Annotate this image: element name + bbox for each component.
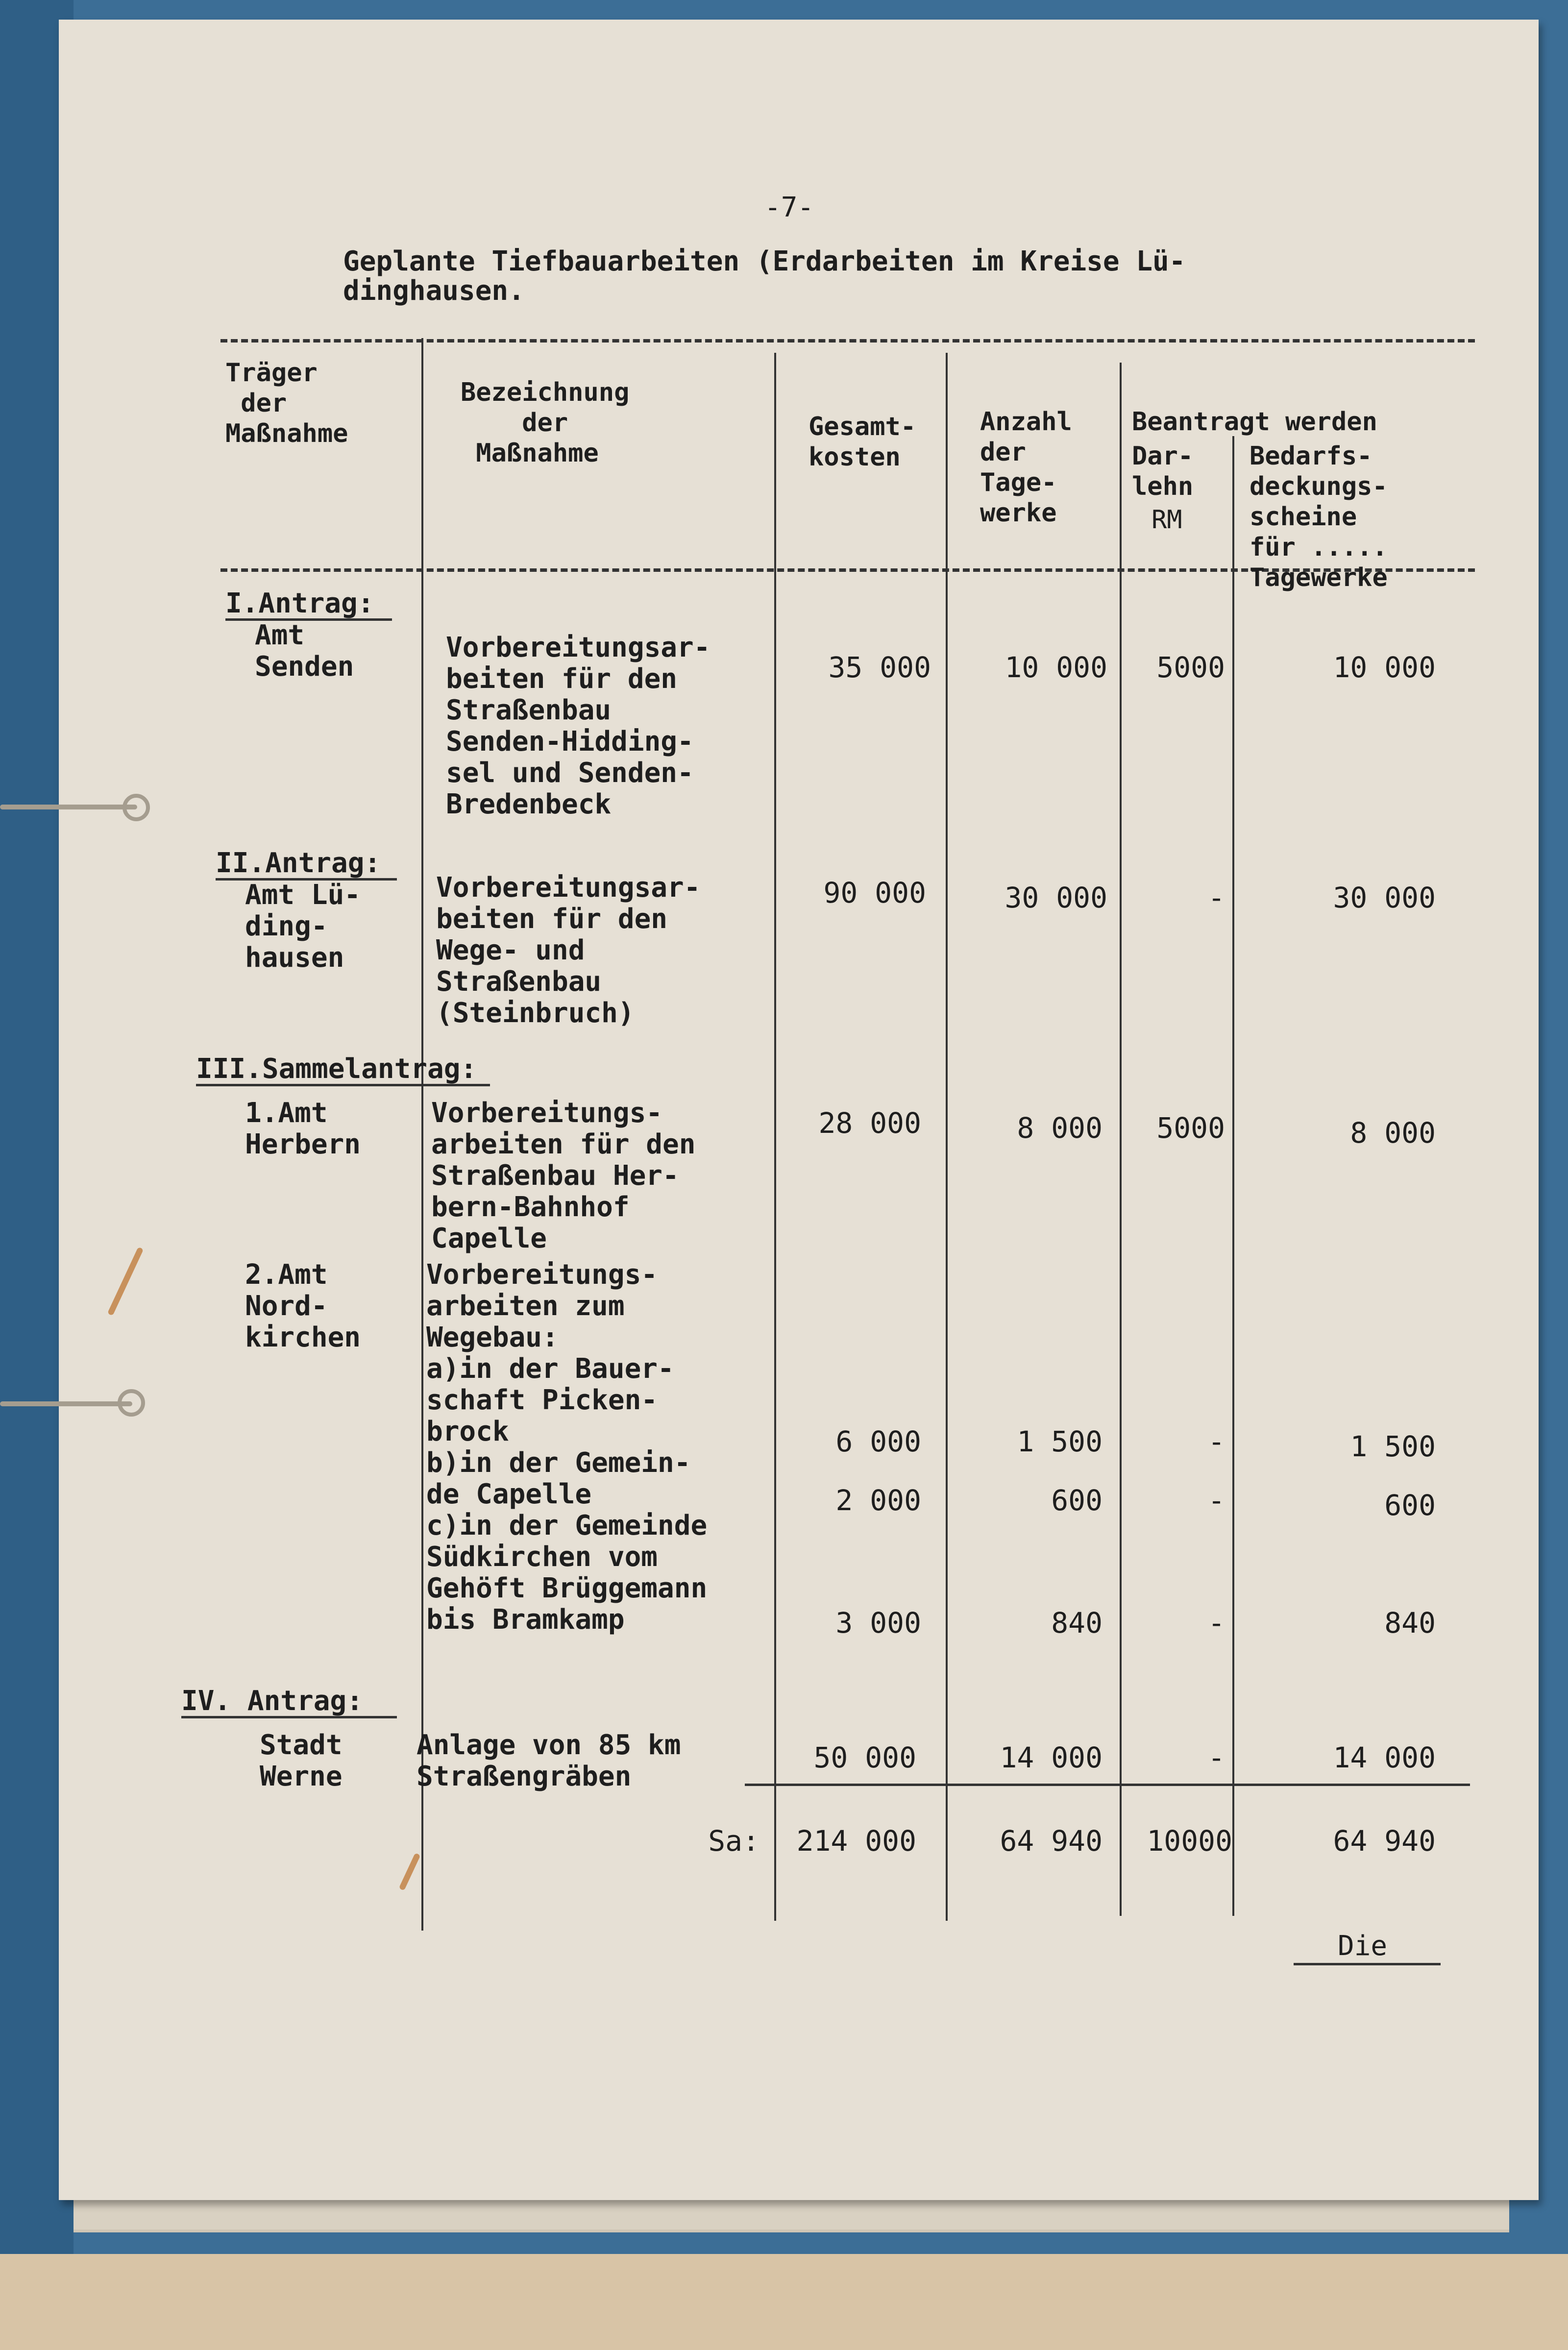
gesamtkosten-value: 35 000: [828, 651, 931, 684]
heading-underline: [181, 1716, 397, 1718]
document-page: [59, 20, 1539, 2200]
binding-string: [0, 1401, 132, 1406]
bedarfsscheine-value: 1 500: [1350, 1430, 1436, 1463]
header-tagewerke: Anzahl der Tage- werke: [980, 407, 1072, 528]
desk-surface: [0, 2254, 1568, 2350]
heading-underline: [196, 1084, 490, 1086]
gesamtkosten-value: 6 000: [835, 1425, 921, 1458]
section-heading: I.Antrag:: [225, 588, 374, 619]
bedarfsscheine-value: 8 000: [1350, 1116, 1436, 1150]
darlehn-value: 5000: [1156, 1111, 1225, 1145]
tagewerke-value: 8 000: [1017, 1111, 1102, 1145]
tagewerke-value: 600: [1051, 1484, 1102, 1517]
darlehn-value: -: [1208, 1741, 1225, 1774]
pencil-mark: [399, 1853, 421, 1891]
header-darlehn: Dar- lehn: [1132, 441, 1194, 501]
header-bedarfsdeckung: Bedarfs- deckungs- scheine für ..... Tagewerke: [1250, 441, 1388, 592]
column-divider-3: [946, 353, 948, 1921]
measure-description: Anlage von 85 km Straßengräben: [416, 1729, 681, 1792]
title-line-2: dinghausen.: [343, 275, 525, 307]
carrier-name: Amt Senden: [255, 619, 354, 683]
darlehn-value: -: [1208, 1425, 1225, 1458]
bedarfsscheine-value: 840: [1384, 1606, 1436, 1640]
sum-label: Sa:: [708, 1824, 760, 1858]
carrier-name: 1.Amt Herbern: [245, 1097, 361, 1160]
tagewerke-value: 30 000: [1004, 881, 1107, 914]
darlehn-value: -: [1208, 881, 1225, 914]
binding-hole: [118, 1389, 145, 1417]
bedarfsscheine-value: 30 000: [1333, 881, 1436, 914]
continuation-underline: [1294, 1963, 1441, 1965]
pencil-mark: [107, 1247, 144, 1316]
section-heading: III.Sammelantrag:: [196, 1053, 477, 1085]
binding-string: [0, 805, 137, 809]
tagewerke-value: 10 000: [1004, 651, 1107, 684]
header-bezeichnung: Bezeichnung der Maßnahme: [461, 378, 630, 468]
measure-description: Vorbereitungsar- beiten für den Straßenbau Senden-Hidding- sel und Senden- Bredenbeck: [446, 632, 710, 820]
page-number: -7-: [764, 192, 814, 223]
measure-description: Vorbereitungs- arbeiten für den Straßenbau Her- bern-Bahnhof Capelle: [431, 1097, 696, 1254]
title-line-1: Geplante Tiefbauarbeiten (Erdarbeiten im Kreise Lü-: [343, 245, 1186, 277]
column-divider-1: [421, 338, 423, 1931]
carrier-name: Amt Lü- ding- hausen: [245, 879, 361, 974]
total-tagewerke: 64 940: [1000, 1824, 1102, 1858]
tagewerke-value: 1 500: [1017, 1425, 1102, 1458]
bedarfsscheine-value: 10 000: [1333, 651, 1436, 684]
gesamtkosten-value: 28 000: [818, 1106, 921, 1140]
gesamtkosten-value: 50 000: [813, 1741, 916, 1774]
section-heading: II.Antrag:: [216, 847, 381, 879]
bedarfsscheine-value: 14 000: [1333, 1741, 1436, 1774]
header-traeger: Träger der Maßnahme: [225, 358, 348, 448]
section-heading: IV. Antrag:: [181, 1685, 363, 1717]
binding-hole: [122, 794, 150, 821]
measure-description: Vorbereitungsar- beiten für den Wege- und Straßenbau (Steinbruch): [436, 872, 701, 1029]
header-gesamtkosten: Gesamt- kosten: [808, 412, 916, 472]
sum-rule: [745, 1784, 1470, 1786]
darlehn-value: -: [1208, 1606, 1225, 1640]
carrier-name: Stadt Werne: [260, 1729, 343, 1792]
gesamtkosten-value: 2 000: [835, 1484, 921, 1517]
header-top-rule: [220, 339, 1475, 343]
bedarfsscheine-value: 600: [1384, 1489, 1436, 1522]
gesamtkosten-value: 90 000: [823, 876, 926, 909]
header-darlehn-unit: RM: [1152, 505, 1182, 535]
carrier-name: 2.Amt Nord- kirchen: [245, 1259, 361, 1353]
darlehn-value: 5000: [1156, 651, 1225, 684]
tagewerke-value: 840: [1051, 1606, 1102, 1640]
total-darlehn: 10000: [1147, 1824, 1232, 1858]
continuation-word: Die: [1338, 1930, 1388, 1962]
gesamtkosten-value: 3 000: [835, 1606, 921, 1640]
header-beantragt: Beantragt werden: [1132, 407, 1377, 437]
darlehn-value: -: [1208, 1484, 1225, 1517]
column-divider-4: [1120, 363, 1122, 1916]
total-gesamtkosten: 214 000: [796, 1824, 916, 1858]
tagewerke-value: 14 000: [1000, 1741, 1102, 1774]
column-divider-5: [1232, 436, 1234, 1916]
measure-description: Vorbereitungs- arbeiten zum Wegebau: a)in der Bauer- schaft Picken- brock b)in der Gemein- de Capelle c)in der Gemeinde Südkirchen vom Gehöft Brüggemann bis Bramkamp: [426, 1259, 708, 1636]
total-bedarfsscheine: 64 940: [1333, 1824, 1436, 1858]
